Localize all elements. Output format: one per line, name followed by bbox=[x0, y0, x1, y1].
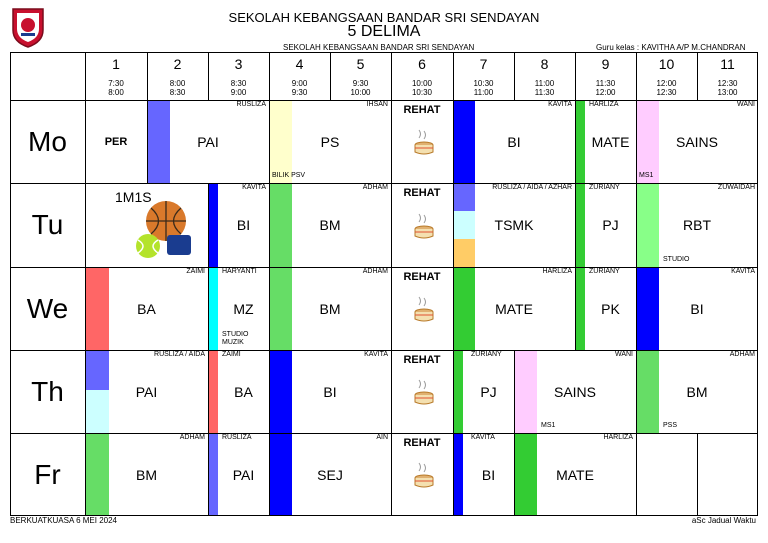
lesson-we-pk[interactable]: ZURIANY PK bbox=[575, 267, 636, 350]
lesson-mo-per[interactable]: PER bbox=[104, 135, 128, 148]
grid-line bbox=[10, 52, 11, 516]
tea-cup-icon bbox=[413, 212, 435, 240]
grid-line bbox=[514, 52, 515, 100]
lesson-th-bm[interactable]: ADHAM BM PSS bbox=[636, 350, 758, 433]
grid-line bbox=[147, 100, 148, 183]
class-title: 5 DELIMA bbox=[347, 23, 421, 40]
break-th: REHAT bbox=[403, 354, 441, 366]
period-header: 4 9:00 9:30 bbox=[291, 56, 308, 97]
grid-line bbox=[10, 52, 758, 53]
grid-line bbox=[147, 52, 148, 100]
grid-line bbox=[208, 183, 209, 516]
period-header: 6 10:00 10:30 bbox=[411, 56, 433, 97]
subject-color-bar bbox=[208, 350, 218, 433]
lesson-fr-bm[interactable]: ADHAM BM bbox=[85, 433, 208, 516]
grid-line bbox=[757, 52, 758, 516]
day-label: We bbox=[26, 292, 69, 324]
period-header: 1 7:30 8:00 bbox=[108, 56, 124, 97]
lesson-fr-bi[interactable]: KAVITA BI bbox=[453, 433, 514, 516]
grid-line bbox=[269, 100, 270, 516]
day-label: Fr bbox=[34, 458, 61, 490]
tea-cup-icon bbox=[413, 461, 435, 489]
lesson-mo-bi[interactable]: KAVITA BI bbox=[453, 100, 575, 183]
tea-cup-icon bbox=[413, 295, 435, 323]
lesson-we-bi[interactable]: KAVITA BI bbox=[636, 267, 758, 350]
lesson-we-mz[interactable]: HARYANTI MZ STUDIO MUZIK bbox=[208, 267, 269, 350]
lesson-th-bi[interactable]: KAVITA BI bbox=[269, 350, 391, 433]
grid-line bbox=[208, 52, 209, 100]
lesson-tu-bm[interactable]: ADHAM BM bbox=[269, 183, 391, 267]
lesson-we-ba[interactable]: ZAIMI BA bbox=[85, 267, 208, 350]
lesson-mo-ps[interactable]: IHSAN PS BILIK PSV bbox=[269, 100, 391, 183]
subject-color-bar bbox=[208, 433, 218, 516]
lesson-tu-rbt[interactable]: ZUWAIDAH RBT STUDIO bbox=[636, 183, 758, 267]
grid-line bbox=[514, 350, 515, 516]
grid-line bbox=[391, 52, 392, 516]
lesson-we-bm[interactable]: ADHAM BM bbox=[269, 267, 391, 350]
period-header: 9 11:30 12:00 bbox=[595, 56, 616, 97]
lesson-fr-sej[interactable]: AIN SEJ bbox=[269, 433, 391, 516]
class-teacher: Guru kelas : KAVITHA A/P M.CHANDRAN bbox=[596, 43, 746, 52]
grid-line bbox=[10, 515, 758, 516]
period-header: 11 12:30 13:00 bbox=[717, 56, 738, 97]
grid-line bbox=[697, 433, 698, 516]
break-fr: REHAT bbox=[403, 437, 441, 449]
grid-line bbox=[636, 52, 637, 516]
lesson-th-pj[interactable]: ZURIANY PJ bbox=[453, 350, 514, 433]
break-we: REHAT bbox=[403, 271, 441, 283]
lesson-mo-mate[interactable]: HARLIZA MATE bbox=[575, 100, 636, 183]
grid-line bbox=[269, 52, 270, 100]
lesson-we-mate[interactable]: HARLIZA MATE bbox=[453, 267, 575, 350]
subject-color-bar bbox=[575, 100, 585, 183]
subject-color-bar bbox=[575, 183, 585, 267]
period-header: 10 12:00 12:30 bbox=[656, 56, 677, 97]
lesson-fr-mate[interactable]: HARLIZA MATE bbox=[514, 433, 636, 516]
break-mo: REHAT bbox=[403, 104, 441, 116]
lesson-mo-pai[interactable]: RUSLIZA PAI bbox=[147, 100, 269, 183]
lesson-th-pai[interactable]: RUSLIZA / AIDA PAI bbox=[85, 350, 208, 433]
lesson-mo-sains[interactable]: WANI SAINS MS1 bbox=[636, 100, 758, 183]
lesson-tu-tsmk[interactable]: RUSLIZA / AIDA / AZHAR TSMK bbox=[453, 183, 575, 267]
tea-cup-icon bbox=[413, 128, 435, 156]
subject-color-bar bbox=[208, 267, 218, 350]
timetable-grid bbox=[10, 52, 758, 516]
lesson-fr-pai[interactable]: RUSLIZA PAI bbox=[208, 433, 269, 516]
subject-color-bar bbox=[575, 267, 585, 350]
school-title: SEKOLAH KEBANGSAAN BANDAR SRI SENDAYAN bbox=[228, 10, 540, 25]
grid-line bbox=[10, 350, 758, 351]
school-subtitle: SEKOLAH KEBANGSAAN BANDAR SRI SENDAYAN bbox=[283, 43, 475, 52]
day-label: Mo bbox=[28, 125, 67, 157]
period-header: 5 9:30 10:00 bbox=[350, 56, 371, 97]
subject-color-bar bbox=[208, 183, 218, 267]
lesson-th-sains[interactable]: WANI SAINS MS1 bbox=[514, 350, 636, 433]
period-header: 7 10:30 11:00 bbox=[473, 56, 494, 97]
break-tu: REHAT bbox=[403, 187, 441, 199]
sports-balls-icon bbox=[133, 199, 193, 261]
grid-line bbox=[697, 52, 698, 100]
grid-line bbox=[10, 183, 758, 184]
subject-color-bar bbox=[453, 433, 463, 516]
grid-line bbox=[575, 52, 576, 100]
grid-line bbox=[85, 52, 86, 516]
brand-label: aSc Jadual Waktu bbox=[691, 516, 756, 525]
period-header: 8 11:00 11:30 bbox=[534, 56, 555, 97]
day-label: Tu bbox=[31, 209, 64, 240]
lesson-th-ba[interactable]: ZAIMI BA bbox=[208, 350, 269, 433]
grid-line bbox=[453, 52, 454, 516]
effective-date: BERKUATKUASA 6 MEI 2024 bbox=[10, 516, 118, 525]
lesson-tu-pj[interactable]: ZURIANY PJ bbox=[575, 183, 636, 267]
subject-color-bar bbox=[453, 350, 463, 433]
tea-cup-icon bbox=[413, 378, 435, 406]
grid-line bbox=[330, 52, 331, 100]
grid-line bbox=[575, 100, 576, 350]
grid-line bbox=[10, 100, 758, 101]
lesson-tu-1m1s[interactable]: 1M1S bbox=[85, 183, 208, 267]
grid-line bbox=[10, 267, 758, 268]
lesson-tu-bi[interactable]: KAVITA BI bbox=[208, 183, 269, 267]
day-label: Th bbox=[31, 375, 64, 407]
period-header: 3 8:30 9:00 bbox=[230, 56, 247, 97]
grid-line bbox=[10, 433, 758, 434]
period-header: 2 8:00 8:30 bbox=[169, 56, 186, 97]
